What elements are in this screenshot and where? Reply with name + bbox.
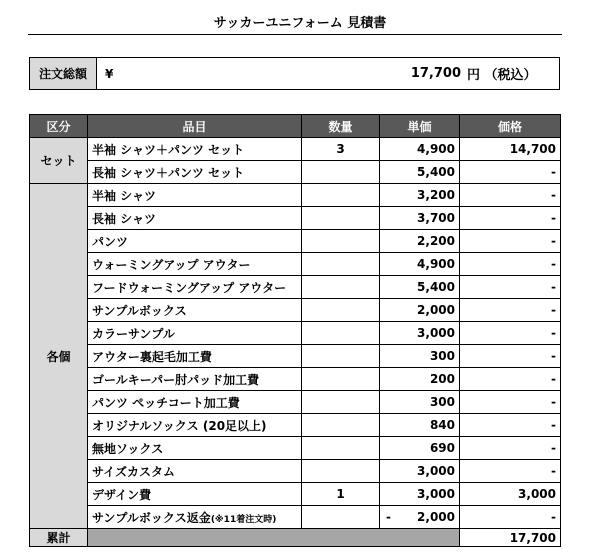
price-cell: - xyxy=(460,391,561,414)
item-cell[interactable] xyxy=(88,506,302,529)
qty-cell[interactable] xyxy=(302,253,380,276)
quote-table xyxy=(29,114,561,547)
qty-cell[interactable] xyxy=(302,230,380,253)
category-set: セット xyxy=(30,138,88,184)
price-cell: - xyxy=(460,161,561,184)
item-cell[interactable]: ウォーミングアップ アウター xyxy=(88,253,302,276)
header-qty: 数量 xyxy=(302,115,380,138)
unit-price-cell: 200 xyxy=(380,368,460,391)
table-row xyxy=(30,391,561,414)
refund-item-note: (※11着注文時) xyxy=(210,514,277,525)
price-cell: - xyxy=(460,345,561,368)
unit-price-cell xyxy=(380,506,460,529)
unit-price-cell: 4,900 xyxy=(380,138,460,161)
table-row xyxy=(30,322,561,345)
price-cell: - xyxy=(460,253,561,276)
unit-price-cell: 4,900 xyxy=(380,253,460,276)
header-price: 価格 xyxy=(460,115,561,138)
sum-label: 累計 xyxy=(30,529,88,547)
table-row xyxy=(30,161,561,184)
negative-sign: - xyxy=(386,510,391,524)
unit-price-cell: 2,200 xyxy=(380,230,460,253)
table-row xyxy=(30,460,561,483)
item-cell[interactable]: アウター裏起毛加工費 xyxy=(88,345,302,368)
unit-price-cell: 840 xyxy=(380,414,460,437)
yen-symbol: ¥ xyxy=(105,66,114,81)
item-cell[interactable]: カラーサンプル xyxy=(88,322,302,345)
table-row xyxy=(30,345,561,368)
item-cell[interactable]: オリジナルソックス (20足以上) xyxy=(88,414,302,437)
price-cell: - xyxy=(460,460,561,483)
header-item: 品目 xyxy=(88,115,302,138)
item-cell[interactable]: パンツ ぺッチコート加工費 xyxy=(88,391,302,414)
qty-cell[interactable] xyxy=(302,161,380,184)
unit-price-cell: 3,000 xyxy=(380,460,460,483)
category-each: 各個 xyxy=(30,184,88,529)
table-row xyxy=(30,414,561,437)
price-cell: - xyxy=(460,276,561,299)
qty-cell[interactable] xyxy=(302,345,380,368)
unit-price-cell: 300 xyxy=(380,391,460,414)
sum-spacer xyxy=(88,529,460,547)
unit-price-cell: 3,200 xyxy=(380,184,460,207)
table-row xyxy=(30,207,561,230)
table-row xyxy=(30,483,561,506)
unit-price-cell: 5,400 xyxy=(380,276,460,299)
table-row xyxy=(30,299,561,322)
table-row xyxy=(30,230,561,253)
qty-cell[interactable] xyxy=(302,322,380,345)
table-row xyxy=(30,437,561,460)
qty-cell[interactable] xyxy=(302,276,380,299)
price-cell: - xyxy=(460,184,561,207)
qty-cell[interactable] xyxy=(302,460,380,483)
item-cell[interactable]: 半袖 シャツ＋パンツ セット xyxy=(88,138,302,161)
title-underline xyxy=(28,34,562,35)
unit-price-cell: 2,000 xyxy=(380,299,460,322)
qty-cell[interactable] xyxy=(302,184,380,207)
qty-cell[interactable] xyxy=(302,368,380,391)
table-row xyxy=(30,276,561,299)
refund-item-label: サンプルボックス返金 xyxy=(92,510,211,525)
qty-cell[interactable] xyxy=(302,207,380,230)
unit-price-cell: 3,000 xyxy=(380,483,460,506)
table-row xyxy=(30,138,561,161)
table-row xyxy=(30,253,561,276)
price-cell: - xyxy=(460,414,561,437)
table-row xyxy=(30,184,561,207)
qty-cell[interactable]: 1 xyxy=(302,483,380,506)
unit-price-cell: 5,400 xyxy=(380,161,460,184)
price-cell: 3,000 xyxy=(460,483,561,506)
unit-price-cell: 3,000 xyxy=(380,322,460,345)
sum-value: 17,700 xyxy=(460,529,561,547)
qty-cell[interactable]: 3 xyxy=(302,138,380,161)
qty-cell[interactable] xyxy=(302,299,380,322)
item-cell[interactable]: ゴールキーパー肘パッド加工費 xyxy=(88,368,302,391)
sum-row xyxy=(30,529,561,547)
table-row-refund xyxy=(30,506,561,529)
order-total-label: 注文総額 xyxy=(30,58,97,89)
qty-cell[interactable] xyxy=(302,506,380,529)
item-cell[interactable]: 半袖 シャツ xyxy=(88,184,302,207)
price-cell: - xyxy=(460,437,561,460)
price-cell: 14,700 xyxy=(460,138,561,161)
table-header-row xyxy=(30,115,561,138)
qty-cell[interactable] xyxy=(302,391,380,414)
page-title: サッカーユニフォーム 見積書 xyxy=(213,16,387,31)
table-row xyxy=(30,368,561,391)
header-unit-price: 単価 xyxy=(380,115,460,138)
header-category: 区分 xyxy=(30,115,88,138)
order-total-box xyxy=(29,57,560,90)
qty-cell[interactable] xyxy=(302,414,380,437)
item-cell[interactable]: サイズカスタム xyxy=(88,460,302,483)
price-cell: - xyxy=(460,207,561,230)
item-cell[interactable]: フードウォーミングアップ アウター xyxy=(88,276,302,299)
price-cell: - xyxy=(460,506,561,529)
order-total-amount: 17,700 xyxy=(410,66,461,81)
price-cell: - xyxy=(460,368,561,391)
tax-included-suffix: 円 （税込） xyxy=(467,68,537,83)
item-cell[interactable]: 無地ソックス xyxy=(88,437,302,460)
price-cell: - xyxy=(460,322,561,345)
price-cell: - xyxy=(460,299,561,322)
unit-price-cell: 690 xyxy=(380,437,460,460)
qty-cell[interactable] xyxy=(302,437,380,460)
price-cell: - xyxy=(460,230,561,253)
item-cell[interactable]: 長袖 シャツ＋パンツ セット xyxy=(88,161,302,184)
item-cell[interactable]: デザイン費 xyxy=(88,483,302,506)
refund-unit-value: 2,000 xyxy=(417,510,455,524)
unit-price-cell: 300 xyxy=(380,345,460,368)
item-cell[interactable]: 長袖 シャツ xyxy=(88,207,302,230)
item-cell[interactable]: パンツ xyxy=(88,230,302,253)
unit-price-cell: 3,700 xyxy=(380,207,460,230)
item-cell[interactable]: サンプルボックス xyxy=(88,299,302,322)
